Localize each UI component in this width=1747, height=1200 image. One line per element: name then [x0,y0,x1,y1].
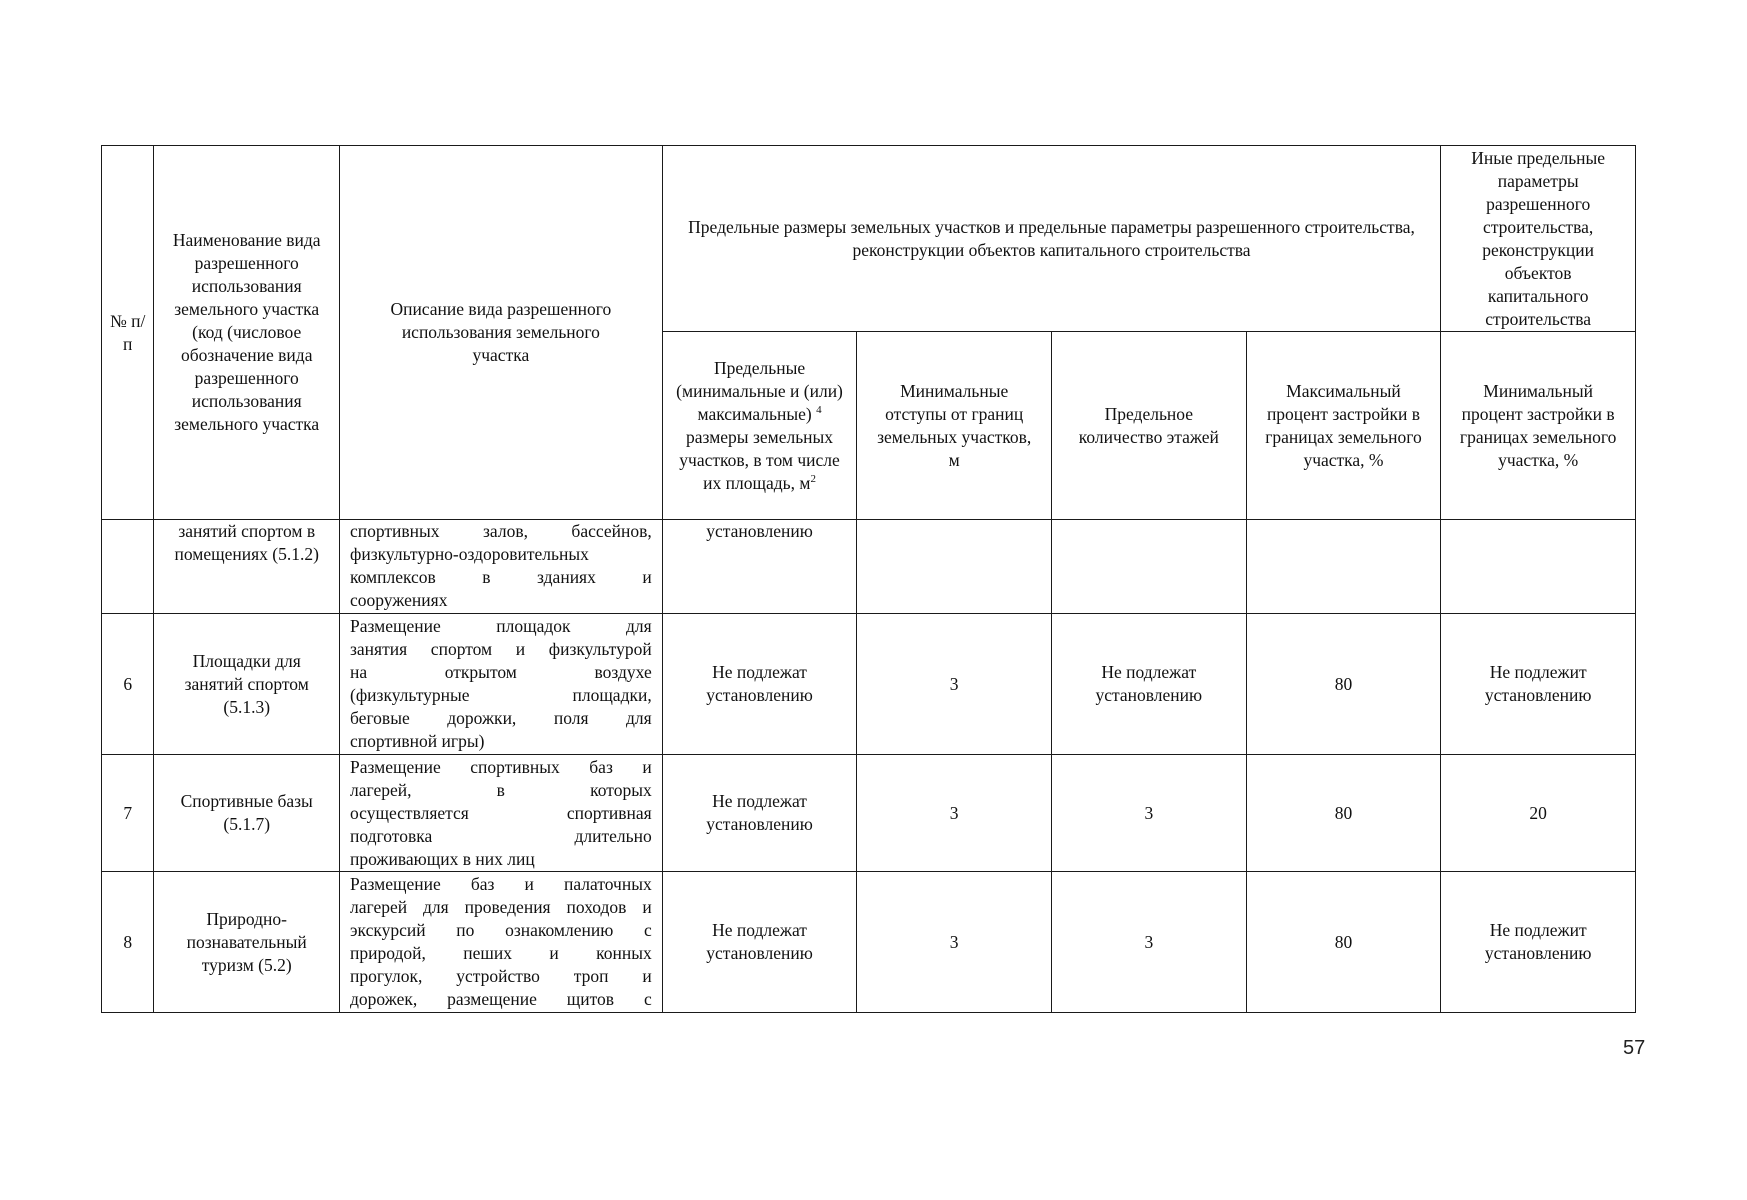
row-num: 8 [102,872,154,1013]
row-max-pct: 80 [1246,872,1441,1013]
desc-line: экскурсий по ознакомлению с [350,920,652,940]
desc-line: занятия спортом и физкультурой [350,639,652,659]
desc-line: Размещение баз и палаточных [350,874,652,894]
header-max-pct: Максимальный процент застройки в границах земельного участка, % [1246,332,1441,520]
row-num: 6 [102,614,154,755]
row-min-pct: 20 [1441,755,1636,872]
header-setback: Минимальные отступы от границ земельных участков, м [857,332,1052,520]
row-max-pct: 80 [1246,614,1441,755]
header-name: Наименование вида разрешенного использования земельного участка (код (числовое обозначение вида разрешенного использования земельного участка [154,146,340,520]
header-size-footnote: 4 [816,403,822,416]
row-name: занятий спортом в помещениях (5.1.2) [154,520,340,614]
header-other: Иные предельные параметры разрешенного строительства, реконструкции объектов капитального строительства [1441,146,1636,332]
row-min-pct [1441,520,1636,614]
desc-line: прогулок, устройство троп и [350,966,652,986]
desc-line: (физкультурные площадки, [350,685,652,705]
desc-line: беговые дорожки, поля для [350,708,652,728]
row-floors: Не подлежат установлению [1052,614,1247,755]
desc-line: природой, пеших и конных [350,943,652,963]
desc-line: сооружениях [350,590,448,610]
row-name: Природно-познавательный туризм (5.2) [154,872,340,1013]
land-use-table [101,145,1636,1013]
row-desc [340,872,663,1013]
desc-line: подготовка длительно [350,825,652,846]
desc-line: физкультурно-оздоровительных [350,544,589,564]
desc-line: Размещение площадок для [350,616,652,636]
desc-line: проживающих в них лиц [350,848,535,869]
row-floors: 3 [1052,872,1247,1013]
row-num: 7 [102,755,154,872]
row-size: Не подлежат установлению [662,614,857,755]
header-desc: Описание вида разрешенного использования земельного участка [340,146,663,520]
header-size [662,332,857,520]
desc-line: на открытом воздухе [350,662,652,682]
row-desc [340,614,663,755]
row-setback: 3 [857,614,1052,755]
row-max-pct [1246,520,1441,614]
header-num: № п/п [102,146,154,520]
desc-line: комплексов в зданиях и [350,567,652,587]
row-num [102,520,154,614]
desc-line: осуществляется спортивная [350,802,652,823]
table-row [102,872,1636,1013]
row-setback: 3 [857,755,1052,872]
desc-line: лагерей, в которых [350,779,652,800]
header-min-pct: Минимальный процент застройки в границах земельного участка, % [1441,332,1636,520]
table-row [102,755,1636,872]
row-min-pct: Не подлежит установлению [1441,614,1636,755]
row-setback: 3 [857,872,1052,1013]
row-desc [340,520,663,614]
page-number: 57 [1623,1037,1646,1059]
row-setback [857,520,1052,614]
row-floors: 3 [1052,755,1247,872]
header-group: Предельные размеры земельных участков и предельные параметры разрешенного строительства, реконструкции объектов капитального строительства [662,146,1441,332]
header-floors: Предельное количество этажей [1052,332,1247,520]
table-row [102,520,1636,614]
row-name: Спортивные базы (5.1.7) [154,755,340,872]
row-size: Не подлежат установлению [662,872,857,1013]
header-size-text: Предельные (минимальные и (или) максимальные) [676,357,843,424]
row-name: Площадки для занятий спортом (5.1.3) [154,614,340,755]
row-size: Не подлежат установлению [662,755,857,872]
row-size: установлению [662,520,857,614]
desc-line: спортивной игры) [350,731,485,751]
header-size-text2: размеры земельных участков, в том числе их площадь, м [679,426,840,493]
row-desc [340,755,663,872]
row-min-pct: Не подлежит установлению [1441,872,1636,1013]
table-row [102,614,1636,755]
desc-line: спортивных залов, бассейнов, [350,521,652,541]
row-floors [1052,520,1247,614]
header-size-unit-sup: 2 [810,472,816,485]
row-max-pct: 80 [1246,755,1441,872]
desc-line: Размещение спортивных баз и [350,756,652,777]
desc-line: дорожек, размещение щитов с [350,989,652,1009]
desc-line: лагерей для проведения походов и [350,897,652,917]
